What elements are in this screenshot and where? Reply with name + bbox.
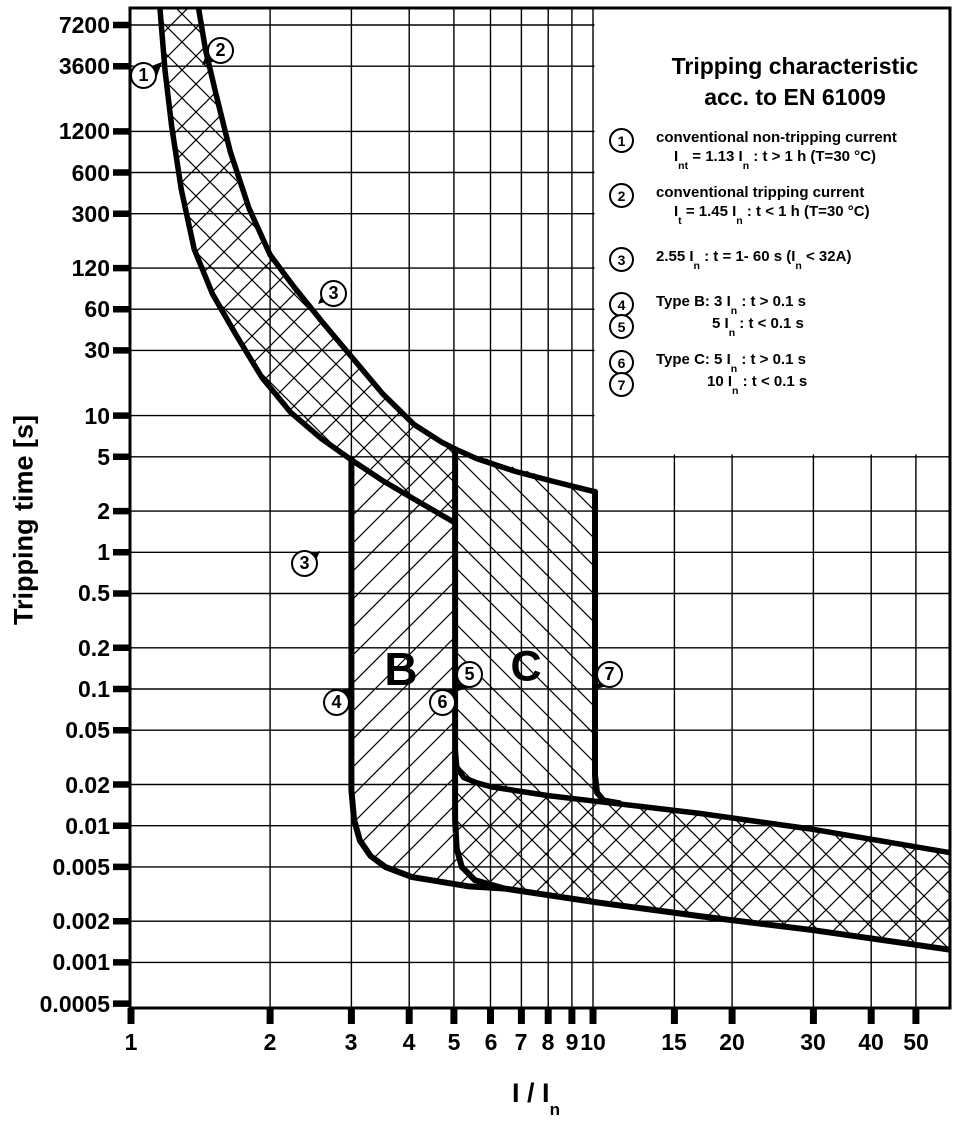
text-segment: : t > 0.1 s (737, 293, 806, 310)
y-tick-label-0.0005: 0.0005 (39, 991, 110, 1017)
y-tick-label-5: 5 (97, 444, 110, 470)
y-tick-label-120: 120 (71, 255, 110, 281)
legend-row-2 (674, 148, 876, 172)
y-tick-label-7200: 7200 (58, 12, 110, 38)
legend-row-9 (707, 373, 808, 397)
x-tick-label-50: 50 (903, 1029, 929, 1055)
subscript-text: n (736, 215, 743, 227)
y-tick-label-0.002: 0.002 (52, 908, 110, 934)
chart-marker-6: 6 (429, 689, 456, 716)
subscript-text: n (742, 160, 750, 172)
y-tick-label-60: 60 (84, 296, 110, 322)
x-tick-label-20: 20 (719, 1029, 745, 1055)
chart-marker-2: 2 (207, 37, 234, 64)
text-segment: = 1.13 I (688, 148, 743, 165)
y-tick-label-0.2: 0.2 (78, 635, 110, 661)
x-tick-label-7: 7 (514, 1029, 528, 1055)
text-segment: : t < 0.1 s (735, 315, 804, 332)
subscript-text: nt (678, 160, 689, 172)
chart-marker-7: 7 (596, 661, 623, 688)
x-tick-label-5: 5 (447, 1029, 461, 1055)
chart-marker-3b: 3 (291, 550, 318, 577)
chart-marker-3: 3 (320, 280, 347, 307)
text-segment: < 32A) (801, 248, 852, 265)
text-segment: I / I (512, 1078, 550, 1108)
y-axis-title: Tripping time [s] (8, 414, 39, 626)
x-tick-label-4: 4 (402, 1029, 416, 1055)
legend-row-3 (656, 184, 864, 202)
y-tick-label-10: 10 (84, 403, 110, 429)
text-segment: : t > 0.1 s (737, 351, 806, 368)
text-segment: 5 I (712, 315, 729, 332)
legend-row-5 (656, 248, 852, 272)
text-segment: 10 I (707, 373, 733, 390)
subscript-text: n (732, 385, 739, 397)
legend-row-4 (674, 203, 870, 227)
y-tick-label-300: 300 (71, 201, 110, 227)
legend-row-6 (656, 293, 806, 317)
y-tick-label-30: 30 (84, 337, 110, 363)
text-segment: : t = 1- 60 s (I (699, 248, 796, 265)
x-tick-label-2: 2 (263, 1029, 277, 1055)
x-tick-label-30: 30 (800, 1029, 826, 1055)
y-tick-label-0.5: 0.5 (78, 580, 110, 606)
subscript-text: n (730, 363, 738, 375)
text-segment: conventional tripping current (656, 184, 865, 201)
chart-marker-1: 1 (130, 62, 157, 89)
y-tick-label-0.05: 0.05 (65, 717, 110, 743)
x-tick-label-15: 15 (661, 1029, 687, 1055)
text-segment: : t < 1 h (T=30 °C) (742, 203, 870, 220)
legend-number-badge-2: 2 (609, 183, 634, 208)
figure-title-line2: acc. to EN 61009 (704, 84, 886, 110)
x-tick-label-3: 3 (344, 1029, 358, 1055)
legend-row-7 (712, 315, 804, 339)
y-tick-label-1: 1 (97, 539, 110, 565)
subscript-text: n (693, 260, 700, 272)
text-segment: I (674, 148, 679, 165)
subscript-text: n (730, 305, 738, 317)
text-segment: Type B: 3 I (656, 293, 731, 310)
y-tick-label-1200: 1200 (58, 118, 110, 144)
subscript-text: t (678, 215, 682, 227)
y-tick-label-0.001: 0.001 (52, 949, 110, 975)
legend-number-badge-6: 6 (609, 350, 634, 375)
y-tick-label-2: 2 (97, 498, 110, 524)
chart-marker-4: 4 (323, 689, 350, 716)
text-segment: I (674, 203, 679, 220)
region-label-c: C (510, 642, 542, 691)
x-tick-label-9: 9 (565, 1029, 579, 1055)
text-segment: : t > 1 h (T=30 °C) (749, 148, 876, 165)
text-segment: conventional non-tripping current (656, 129, 897, 146)
x-tick-label-6: 6 (484, 1029, 498, 1055)
y-tick-label-0.005: 0.005 (52, 854, 110, 880)
x-tick-label-40: 40 (858, 1029, 884, 1055)
type-c-band-fill (455, 449, 595, 801)
y-tick-label-0.01: 0.01 (65, 813, 110, 839)
legend-number-badge-3: 3 (609, 247, 634, 272)
legend-number-badge-5: 5 (609, 314, 634, 339)
figure-title-line1: Tripping characteristic (671, 53, 919, 79)
x-tick-label-10: 10 (580, 1029, 606, 1055)
chart-marker-5: 5 (456, 661, 483, 688)
y-tick-label-0.1: 0.1 (78, 676, 110, 702)
text-segment: : t < 0.1 s (738, 373, 808, 390)
subscript-text: n (549, 1100, 560, 1120)
text-segment: 2.55 I (656, 248, 694, 265)
text-segment: = 1.45 I (681, 203, 737, 220)
legend-row-1 (656, 129, 897, 147)
region-label-b: B (384, 643, 418, 695)
subscript-text: n (728, 327, 736, 339)
legend-number-badge-7: 7 (609, 372, 634, 397)
text-segment: Type C: 5 I (656, 351, 731, 368)
legend-number-badge-4: 4 (609, 292, 634, 317)
legend-number-badge-1: 1 (609, 128, 634, 153)
y-tick-label-3600: 3600 (58, 53, 110, 79)
y-tick-label-0.02: 0.02 (65, 772, 110, 798)
x-axis-title (476, 1078, 596, 1120)
x-tick-label-1: 1 (124, 1029, 138, 1055)
y-tick-label-600: 600 (71, 160, 110, 186)
subscript-text: n (795, 260, 802, 272)
x-tick-label-8: 8 (541, 1029, 555, 1055)
legend-row-8 (656, 351, 806, 375)
